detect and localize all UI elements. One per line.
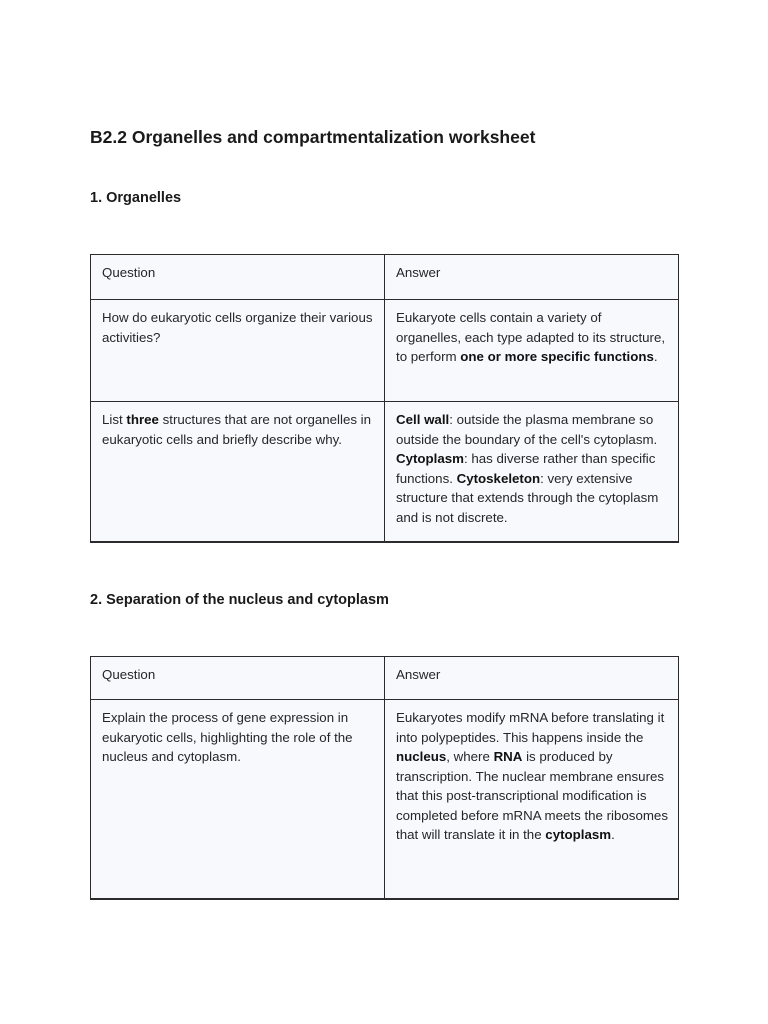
nucleus-cytoplasm-table [90,656,679,900]
section-heading-nucleus-cytoplasm: 2. Separation of the nucleus and cytoplasm [90,592,389,608]
answer-column-header: Answer [385,657,679,700]
bold-text: three [126,412,159,427]
text-run: Explain the process of gene expression in eukaryotic cells, highlighting the role of the nucleus and cytoplasm. [102,710,353,764]
bold-text: one or more specific functions [460,349,654,364]
table-row [91,300,679,402]
text-run: structures that are not organelles in eukaryotic cells and briefly describe why. [102,412,372,447]
text-run: How do eukaryotic cells organize their various activities? [102,310,373,345]
bold-text: Cytoplasm [396,451,464,466]
bold-text: Cell wall [396,412,450,427]
text-run: : very extensive structure that extends through the cytoplasm and is not discrete. [396,470,659,525]
table-header-row [91,255,679,300]
section-heading-organelles: 1. Organelles [90,190,182,206]
text-run: Eukaryote cells contain a variety of organelles, each type adapted to its structure, to perform [396,310,666,364]
text-run: . [653,349,658,364]
text-run: , where [446,749,494,764]
text-run: is produced by transcription. The nuclear membrane ensures that this post-transcriptional modification is completed before mRNA meets the ribosomes that will translate it in the [396,749,668,842]
question-cell [91,700,385,900]
text-run: Eukaryotes modify mRNA before translating it into polypeptides. This happens inside the [396,710,665,745]
bold-text: nucleus [396,749,447,764]
bold-text: Cytoskeleton [456,470,541,486]
bold-text: RNA [493,749,523,764]
bold-text: cytoplasm [545,827,612,842]
answer-cell [385,700,679,900]
answer-column-header: Answer [385,255,679,300]
table-header-row [91,657,679,700]
text-run: : has diverse rather than specific functions. [396,451,656,486]
text-run: . [611,827,615,842]
organelles-table [90,254,679,543]
question-cell [91,402,385,543]
table-row [91,402,679,543]
question-column-header: Question [91,657,385,700]
document-title: B2.2 Organelles and compartmentalization worksheet [90,127,536,147]
answer-cell [385,300,679,402]
question-column-header: Question [91,255,385,300]
text-run: : outside the plasma membrane so outside the boundary of the cell's cytoplasm. [396,412,658,447]
question-cell [91,300,385,402]
table-row [91,700,679,900]
text-run: List [102,412,127,427]
answer-cell [385,402,679,543]
